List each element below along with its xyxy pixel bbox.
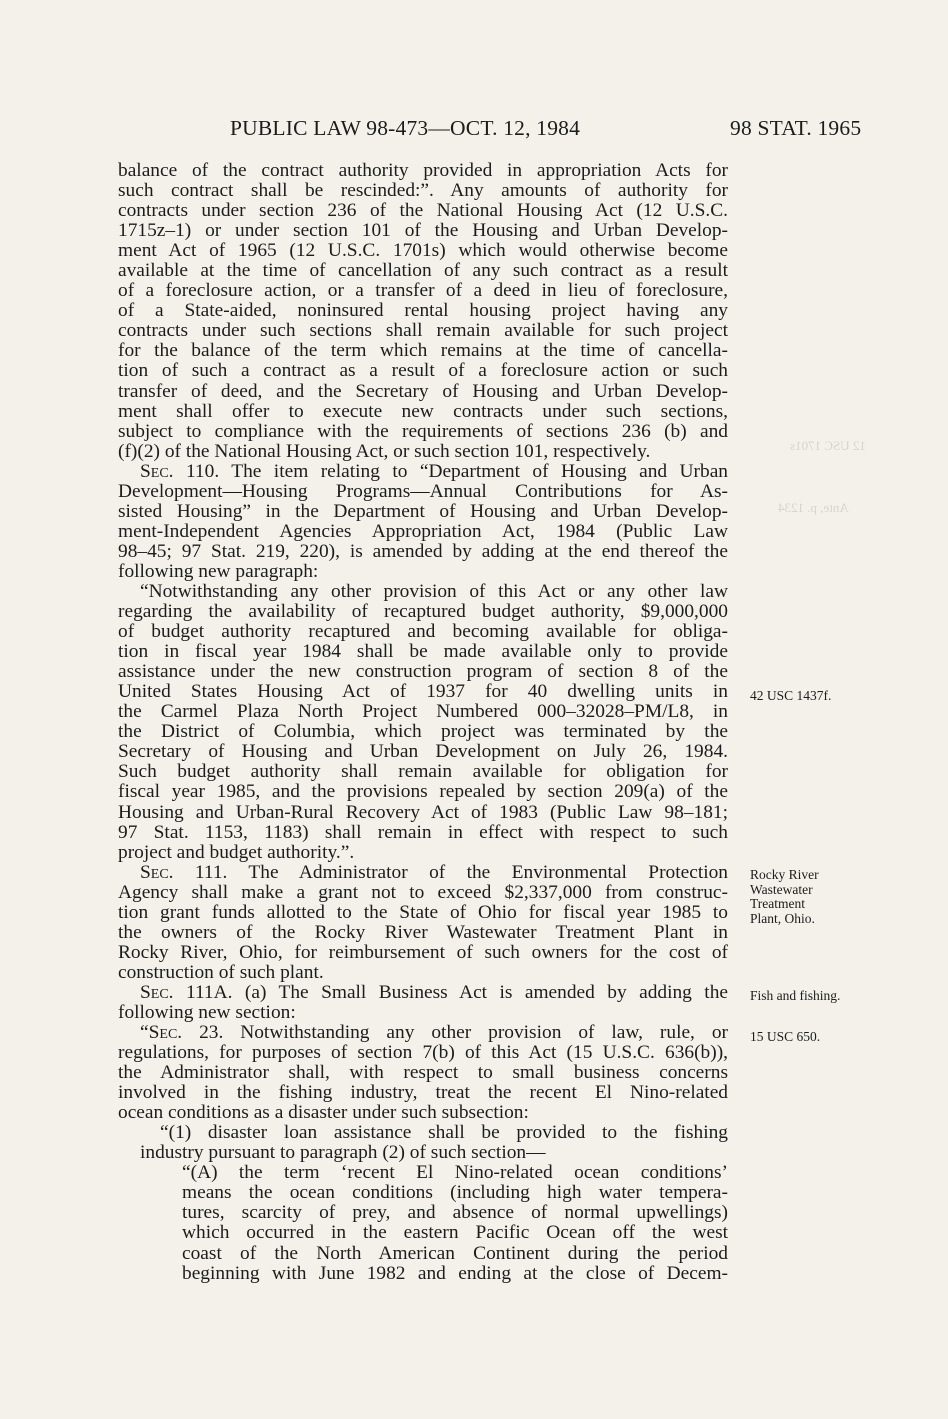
section-marker: Sec. [140,460,174,482]
text-line: such contract shall be rescinded:”. Any amounts of authority for [118,180,728,202]
text-line: tion in fiscal year 1984 shall be made available only to provide [118,641,728,663]
margin-note-line: Rocky River [750,867,819,882]
section-marker: Sec. [148,1022,183,1044]
text-line: the Administrator shall, with respect to small business concerns [118,1062,728,1084]
text-line: of a foreclosure action, or a transfer of a deed in lieu of foreclosure, [118,280,728,302]
text-line: industry pursuant to paragraph (2) of such section— [140,1142,546,1164]
text-line: subject to compliance with the requirements of sections 236 (b) and [118,420,728,442]
text-line: Such budget authority shall remain available for obligation for [118,761,728,783]
text-line: Agency shall make a grant not to exceed $2,337,000 from construc- [118,881,728,903]
text-line: contracts under section 236 of the National Housing Act (12 U.S.C. [118,200,728,222]
text-line: tures, scarcity of prey, and absence of normal upwellings) [182,1202,728,1224]
section-heading-line: “Sec. 23. Notwithstanding any other provision of law, rule, or [140,1022,728,1044]
section-marker: Sec. [140,981,174,1003]
text-line: ment Act of 1965 (12 U.S.C. 1701s) which would otherwise become [118,240,728,262]
text-line: 98–45; 97 Stat. 219, 220), is amended by adding at the end thereof the [118,540,728,562]
text-line: Housing and Urban-Rural Recovery Act of 1983 (Public Law 98–181; [118,801,728,823]
text-line: sisted Housing” in the Department of Housing and Urban Develop- [118,500,728,522]
margin-note-line: Plant, Ohio. [750,910,815,926]
text-line: available at the time of cancellation of any such contract as a result [118,260,728,282]
text-line: “(1) disaster loan assistance shall be provided to the fishing [160,1122,728,1144]
margin-note-rocky-river [750,868,900,926]
text-line: 97 Stat. 1153, 1183) shall remain in effect with respect to such [118,821,728,843]
text-line: assistance under the new construction program of section 8 of the [118,661,728,683]
text-line: Development—Housing Programs—Annual Contributions for As- [118,480,728,502]
text-line: Secretary of Housing and Urban Development on July 26, 1984. [118,741,728,763]
text-line: (f)(2) of the National Housing Act, or such section 101, respectively. [118,440,651,462]
text-line: following new section: [118,1001,296,1023]
margin-note-usc-1437f: 42 USC 1437f. [750,688,832,703]
margin-note-usc-650: 15 USC 650. [750,1029,821,1044]
text-line: the owners of the Rocky River Wastewater Treatment Plant in [118,921,728,943]
text-line: Rocky River, Ohio, for reimbursement of such owners for the cost of [118,941,728,963]
section-heading-line: Sec. 111A. (a) The Small Business Act is amended by adding the [140,981,728,1003]
page-header-stat: 98 STAT. 1965 [730,116,862,140]
text-line: ocean conditions as a disaster under such subsection: [118,1102,529,1124]
text-line: following new paragraph: [118,560,319,582]
text-line: beginning with June 1982 and ending at the close of Decem- [182,1262,728,1284]
body-text [118,161,728,1284]
margin-note-line: Wastewater [750,881,813,897]
text-line: regarding the availability of recaptured budget authority, $9,000,000 [118,601,728,623]
text-line: construction of such plant. [118,961,324,983]
text-line: balance of the contract authority provided in appropriation Acts for [118,160,728,181]
text-line: of a State-aided, noninsured rental housing project having any [118,300,728,322]
text-line: “(A) the term ‘recent El Nino-related ocean conditions’ [182,1162,728,1184]
bleed-through-mark: Ante, p. 1234 [778,500,849,515]
text-line: tion of such a contract as a result of a foreclosure action or such [118,360,728,382]
text-line: transfer of deed, and the Secretary of Housing and Urban Develop- [118,380,728,402]
margin-note-line: Treatment [750,896,805,911]
section-marker: Sec. [140,861,174,883]
text-line: project and budget authority.”. [118,841,355,863]
text-line: of budget authority recaptured and becoming available for obliga- [118,621,728,643]
margin-note-fish: Fish and fishing. [750,988,841,1003]
text-line: which occurred in the eastern Pacific Ocean off the west [182,1222,728,1244]
text-line: contracts under such sections shall remain available for such project [118,320,728,342]
bleed-through-mark: 12 USC 1701s [790,438,866,453]
text-line: coast of the North American Continent during the period [182,1242,728,1264]
text-line: 1715z–1) or under section 101 of the Housing and Urban Develop- [118,220,728,242]
page-header-title: PUBLIC LAW 98-473—OCT. 12, 1984 [230,116,581,140]
text-line: “Notwithstanding any other provision of this Act or any other law [140,580,728,602]
section-heading-line: Sec. 110. The item relating to “Department of Housing and Urban [140,460,728,482]
text-line: means the ocean conditions (including high water tempera- [182,1182,728,1204]
section-heading-line: Sec. 111. The Administrator of the Environmental Protection [140,861,728,883]
text-line: for the balance of the term which remains at the time of cancella- [118,340,728,362]
text-line: United States Housing Act of 1937 for 40 dwelling units in [118,681,728,703]
text-line: ment shall offer to execute new contracts under such sections, [118,400,728,422]
text-line: tion grant funds allotted to the State of Ohio for fiscal year 1985 to [118,901,728,923]
text-line: ment-Independent Agencies Appropriation Act, 1984 (Public Law [118,520,728,542]
text-line: fiscal year 1985, and the provisions repealed by section 209(a) of the [118,781,728,803]
text-line: regulations, for purposes of section 7(b) of this Act (15 U.S.C. 636(b)), [118,1042,728,1064]
text-line: the District of Columbia, which project was terminated by the [118,721,728,743]
text-line: involved in the fishing industry, treat the recent El Nino-related [118,1082,728,1104]
text-line: the Carmel Plaza North Project Numbered 000–32028–PM/L8, in [118,701,728,723]
